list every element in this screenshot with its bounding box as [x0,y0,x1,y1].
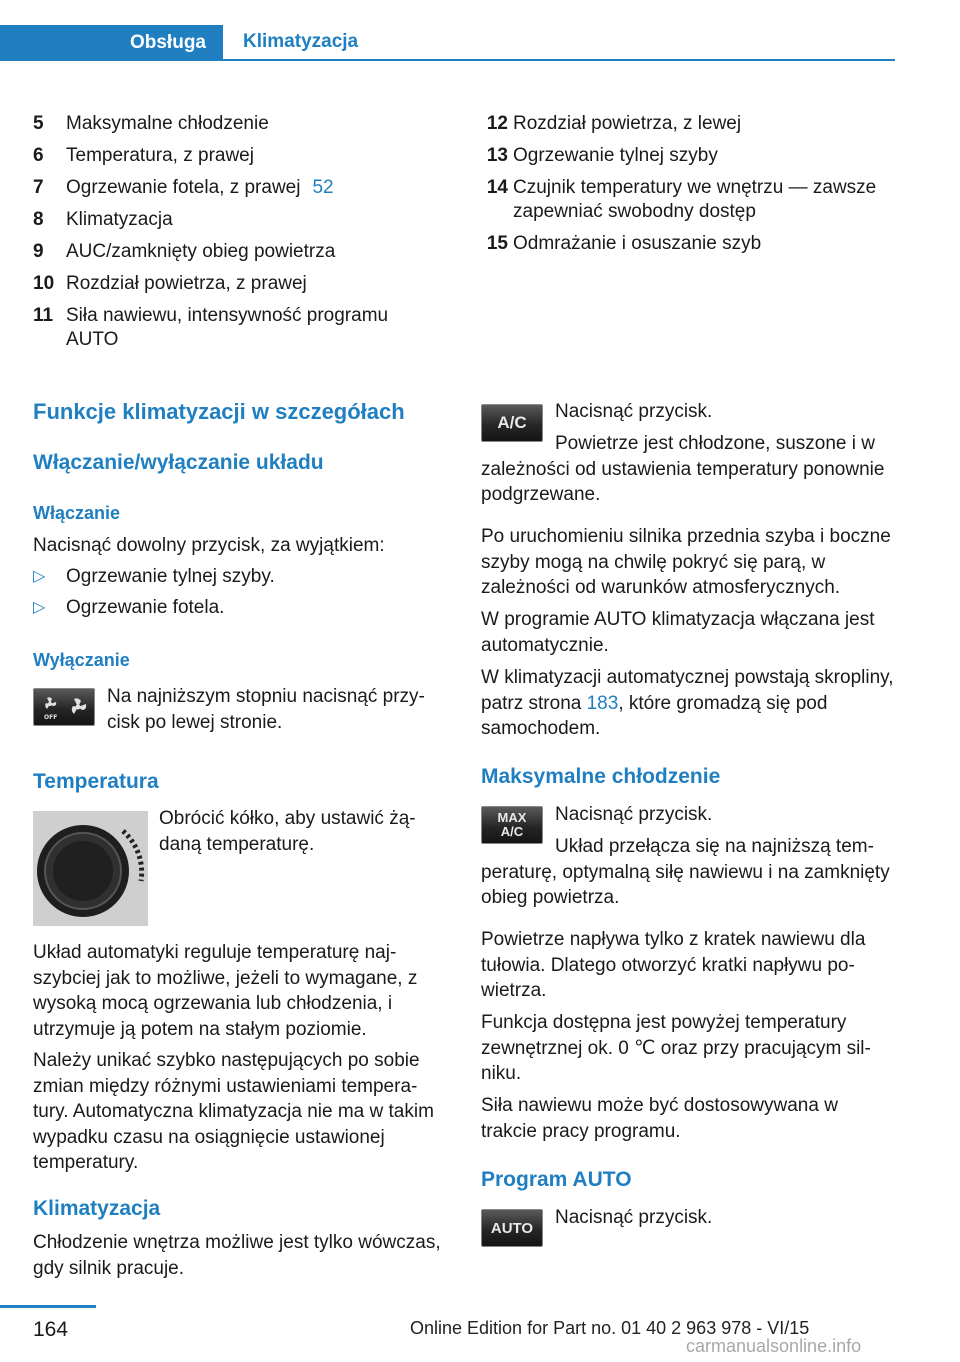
legend-item [33,112,438,136]
knob-icon [33,811,148,926]
ac-text: Chłodzenie wnętrza możliwe jest tylko wówczas, gdy silnik pracuje. [33,1232,441,1279]
legend-label: Siła nawiewu, intensywność programu AUTO [66,305,389,350]
legend-label: Rozdział powietrza, z prawej [66,273,307,294]
legend-text [513,232,761,256]
footer-rule [0,1305,96,1308]
paragraph-air-vents: Powietrze napływa tylko z kratek nawiewu dla tułowia. Dlatego otworzyć kratki napływu powietrza. [481,929,866,1001]
heading-off: Wyłączanie [33,650,130,670]
section-heading-functions: Funkcje klimatyzacji w szczegółach [33,399,405,424]
legend-number: 5 [33,113,44,134]
legend-number: 8 [33,209,44,230]
legend-label: AUC/zamknięty obieg powietrza [66,241,336,262]
legend-right [481,112,896,264]
auto-press-text: Nacisnąć przycisk. [555,1207,713,1228]
on-text: Nacisnąć dowolny przycisk, za wyjątkiem: [33,535,385,556]
triangle-bullet-icon: ▷ [33,568,46,585]
fan-off-button-image [33,688,95,726]
watermark: carmanualsonline.info [686,1336,862,1356]
legend-label: Ogrzewanie tylnej szyby [513,145,718,166]
legend-text [66,272,307,296]
legend-item [481,232,896,256]
heading-on-off: Włączanie/wyłączanie układu [33,451,324,474]
legend-number: 13 [486,145,508,166]
list-item [33,597,224,619]
legend-left [33,112,438,360]
heading-on: Włączanie [33,503,121,523]
legend-item [33,272,438,296]
page-number: 164 [33,1318,69,1341]
legend-label: Temperatura, z prawej [66,145,254,166]
paragraph-blower: Siła nawiewu może być dostosowywana w trakcie pracy programu. [481,1095,838,1142]
paragraph-temperature-condition: Funkcja dostępna jest powyżej temperatury zewnętrznej ok. 0 ℃ oraz przy pracującym silniku. [481,1012,871,1084]
off-text: Na najniższym stopniu nacisnąć przycisk po lewej stronie. [107,686,425,733]
heading-auto-program: Program AUTO [481,1168,632,1191]
fan-icon [34,689,94,725]
legend-label: Rozdział powietrza, z lewej [513,113,742,134]
legend-text [66,208,173,232]
auto-button-image: AUTO [481,1209,543,1247]
tab-klimatyzacja[interactable]: Klimatyzacja [223,25,895,61]
page-ref-link[interactable]: 52 [312,177,334,198]
legend-label: Odmrażanie i osuszanie szyb [513,233,762,254]
legend-label: Klimatyzacja [66,209,173,230]
legend-number: 10 [33,273,55,294]
condensate-text-a: W klimatyzacji automatycznej powstają skropliny, patrz strona [481,667,894,714]
legend-item [33,208,438,232]
heading-max-cooling: Maksymalne chłodzenie [481,765,721,788]
legend-number: 9 [33,241,44,262]
temperature-paragraph-2: Należy unikać szybko następujących po sobie zmian między różnymi ustawieniami temperatury. Automatyczna klimatyzacja nie ma w takim wypadku czasu na osiągnięcie ustawionej temperatury. [33,1050,434,1173]
ac-description: Powietrze jest chłodzone, suszone i w zależności od ustawienia temperatury ponownie podgrzewane. [481,433,885,505]
page-ref-link[interactable]: 183 [586,692,619,714]
tab-obsluga[interactable]: Obsługa [0,25,223,61]
legend-item [481,176,896,224]
chapter-tabs [0,25,895,61]
heading-ac: Klimatyzacja [33,1197,161,1220]
condensate-text-b: , które gromadzą się pod samochodem. [481,692,828,739]
legend-number: 14 [486,177,508,198]
temperature-paragraph-1: Układ automatyki reguluje temperaturę najszybciej jak to możliwe, jeżeli to wymagane, z wysoką mocą ogrzewania lub chłodzenia, i utrzymuje ją potem na stałym poziomie. [33,942,418,1040]
bullet-text: Ogrzewanie tylnej szyby. [66,566,275,587]
legend-item [481,144,896,168]
max-ac-line1: MAX [497,810,527,825]
paragraph-fogging: Po uruchomieniu silnika przednia szyba i boczne szyby mogą na chwilę pokryć się parą, w zależności od warunków atmosferycznych. [481,526,891,598]
bullet-text: Ogrzewanie fotela. [66,597,225,618]
legend-text [66,240,335,264]
triangle-bullet-icon: ▷ [33,599,46,616]
paragraph-auto-program: W programie AUTO klimatyzacja włączana jest automatycznie. [481,609,875,656]
legend-item [33,304,438,352]
legend-item [33,176,438,200]
legend-number: 12 [486,113,508,134]
edition-text: Online Edition for Part no. 01 40 2 963 978 - VI/15 [410,1318,810,1338]
legend-number: 11 [33,305,54,326]
legend-label: Maksymalne chłodzenie [66,113,269,134]
temperature-text: Obrócić kółko, aby ustawić żądaną temperaturę. [159,808,416,855]
legend-text [66,176,334,200]
ac-button-image: A/C [481,404,543,442]
legend-label: Czujnik temperatury we wnętrzu — zawsze zapewniać swobodny dostęp [513,177,877,222]
legend-text [513,144,718,168]
legend-item [33,240,438,264]
max-description: Układ przełącza się na najniższą temperaturę, optymalną siłę nawiewu i na zamknięty obieg powietrza. [481,836,890,908]
list-item [33,566,275,588]
heading-temperature: Temperatura [33,770,159,793]
legend-number: 7 [33,177,44,198]
max-press-text: Nacisnąć przycisk. [555,804,713,825]
legend-text [513,112,741,136]
legend-number: 6 [33,145,44,166]
legend-text [66,304,438,352]
max-ac-line2: A/C [500,824,524,839]
paragraph-condensate [481,665,896,742]
legend-number: 15 [486,233,508,254]
temperature-knob-image [33,811,148,926]
legend-item [481,112,896,136]
legend-text [66,112,269,136]
ac-press-text: Nacisnąć przycisk. [555,401,713,422]
legend-text [513,176,896,224]
legend-label: Ogrzewanie fotela, z prawej [66,177,301,198]
svg-text:OFF: OFF [44,714,58,721]
legend-text [66,144,254,168]
legend-item [33,144,438,168]
